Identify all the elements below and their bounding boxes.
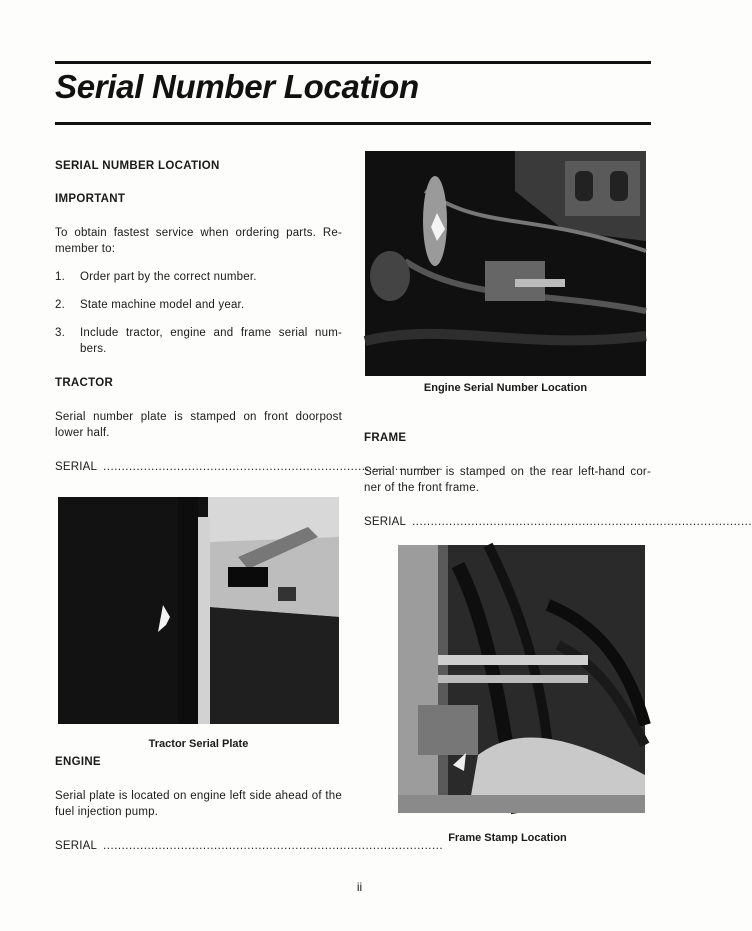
- engine-heading: ENGINE: [55, 756, 101, 768]
- serial-dots: ............................................................................................: [412, 516, 752, 528]
- list-text: Order part by the correct number.: [80, 271, 257, 283]
- important-heading: IMPORTANT: [55, 193, 126, 205]
- serial-label: SERIAL: [364, 516, 407, 528]
- page-title: Serial Number Location: [55, 68, 419, 105]
- frame-stamp-location-photo: [398, 545, 645, 813]
- list-text: Include tractor, engine and frame serial num-bers.: [80, 327, 342, 355]
- frame-photo-caption: Frame Stamp Location: [448, 832, 567, 844]
- list-item: [55, 297, 342, 313]
- engine-serial-line: [55, 838, 444, 854]
- section-heading: SERIAL NUMBER LOCATION: [55, 160, 220, 172]
- frame-section: [364, 430, 752, 530]
- frame-paragraph: Serial number is stamped on the rear left-hand cor-ner of the front frame.: [364, 466, 651, 494]
- intro-paragraph: To obtain fastest service when ordering parts. Re-member to:: [55, 227, 342, 255]
- left-column: [55, 158, 444, 475]
- list-text: State machine model and year.: [80, 299, 245, 311]
- list-number: 1.: [55, 271, 65, 283]
- frame-heading: FRAME: [364, 432, 407, 444]
- engine-photo-caption: Engine Serial Number Location: [423, 382, 588, 394]
- tractor-photo-caption: Tractor Serial Plate: [148, 738, 249, 750]
- serial-label: SERIAL: [55, 461, 98, 473]
- engine-section: [55, 754, 444, 854]
- engine-serial-location-photo: [365, 151, 646, 376]
- tractor-serial-plate-photo: [58, 497, 339, 724]
- top-rule: [55, 61, 651, 64]
- serial-dots: ............................................................................................: [103, 461, 444, 473]
- tractor-serial-line: [55, 459, 444, 475]
- page-number: ii: [356, 880, 363, 894]
- list-item: [55, 269, 342, 285]
- engine-paragraph: Serial plate is located on engine left side ahead of the fuel injection pump.: [55, 790, 342, 818]
- list-item: [55, 325, 342, 357]
- serial-dots: ............................................................................................: [103, 840, 444, 852]
- frame-serial-line: [364, 514, 752, 530]
- tractor-paragraph: Serial number plate is stamped on front doorpost lower half.: [55, 411, 342, 439]
- title-underline-rule: [55, 122, 651, 125]
- list-number: 2.: [55, 299, 65, 311]
- serial-label: SERIAL: [55, 840, 98, 852]
- list-number: 3.: [55, 327, 65, 339]
- tractor-heading: TRACTOR: [55, 377, 114, 389]
